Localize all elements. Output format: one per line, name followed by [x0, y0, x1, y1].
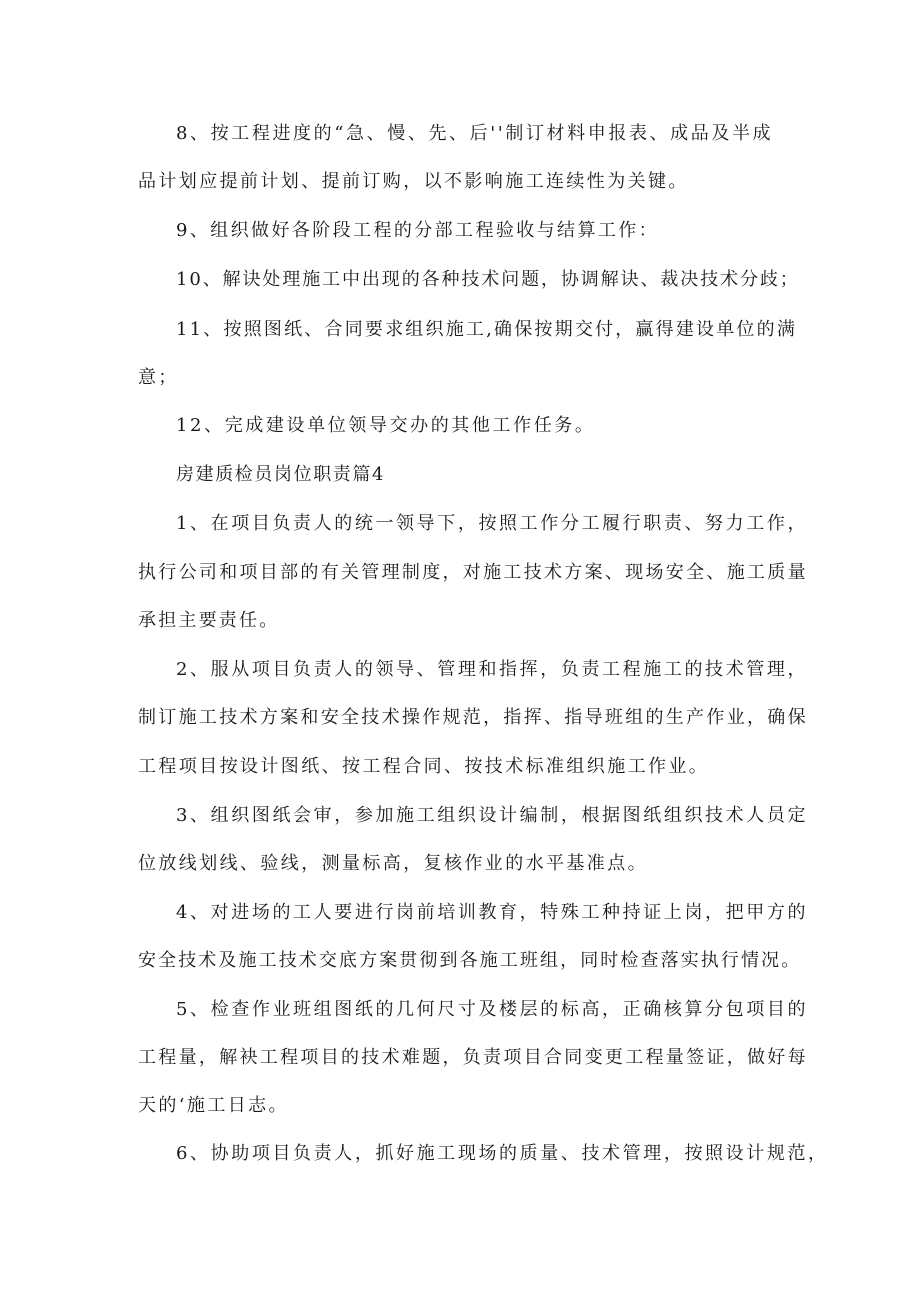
text-line: 12、完成建设单位领导交办的其他工作任务。	[176, 415, 596, 436]
text-line: 意；	[138, 367, 179, 388]
text-line: 安全技术及施工技术交底方案贯彻到各施工班组，同时检查落实执行情况。	[138, 950, 802, 971]
text-line: 2、服从项目负责人的领导、管理和指挥，负责工程施工的技术管理，	[176, 659, 809, 680]
text-line: 3、组织图纸会审，参加施工组织设计编制，根据图纸组织技术人员定	[176, 805, 809, 826]
text-line: 制订施工技术方案和安全技术操作规范，指挥、指导班组的生产作业，确保	[138, 707, 808, 728]
text-line: 1、在项目负责人的统一领导下，按照工作分工履行职责、努力工作，	[176, 513, 809, 534]
text-line: 工程项目按设计图纸、按工程合同、按技术标准组织施工作业。	[138, 756, 710, 777]
text-line: 9、组织做好各阶段工程的分部工程验收与结算工作：	[176, 220, 660, 241]
text-line: 执行公司和项目部的有关管理制度，对施工技术方案、现场安全、施工质量	[138, 562, 808, 583]
text-line: 5、检查作业班组图纸的几何尺寸及楼层的标高，正确核算分包项目的	[176, 999, 809, 1020]
text-line: 6、协助项目负责人，抓好施工现场的质量、技术管理，按照设计规范，	[176, 1143, 829, 1164]
text-line: 品计划应提前计划、提前订购，以不影响施工连续性为关键。	[138, 171, 689, 192]
text-line: 工程量，解袂工程项目的技术难题，负责项目合同变更工程量签证，做好每	[138, 1047, 808, 1068]
text-line: 承担主要责任。	[138, 610, 280, 631]
text-line: 位放线划线、验线，测量标高，复核作业的水平基准点。	[138, 853, 648, 874]
text-line: 10、解诀处理施工中出现的各种技术问题，协调解诀、裁决技术分歧；	[176, 269, 800, 290]
text-line: 11、按照图纸、合同要求组织施工,确保按期交付，赢得建设单位的满	[176, 319, 798, 340]
text-line: 天的‘施工日志。	[138, 1095, 289, 1116]
section-heading: 房建质检员岗位职责篇4	[176, 464, 386, 485]
text-line: 4、对进场的工人要进行岗前培训教育，特殊工种持证上岗，把甲方的	[176, 902, 809, 923]
text-line: 8、按工程进度的“急、慢、先、后''制订材料申报表、成品及半成	[176, 123, 774, 144]
